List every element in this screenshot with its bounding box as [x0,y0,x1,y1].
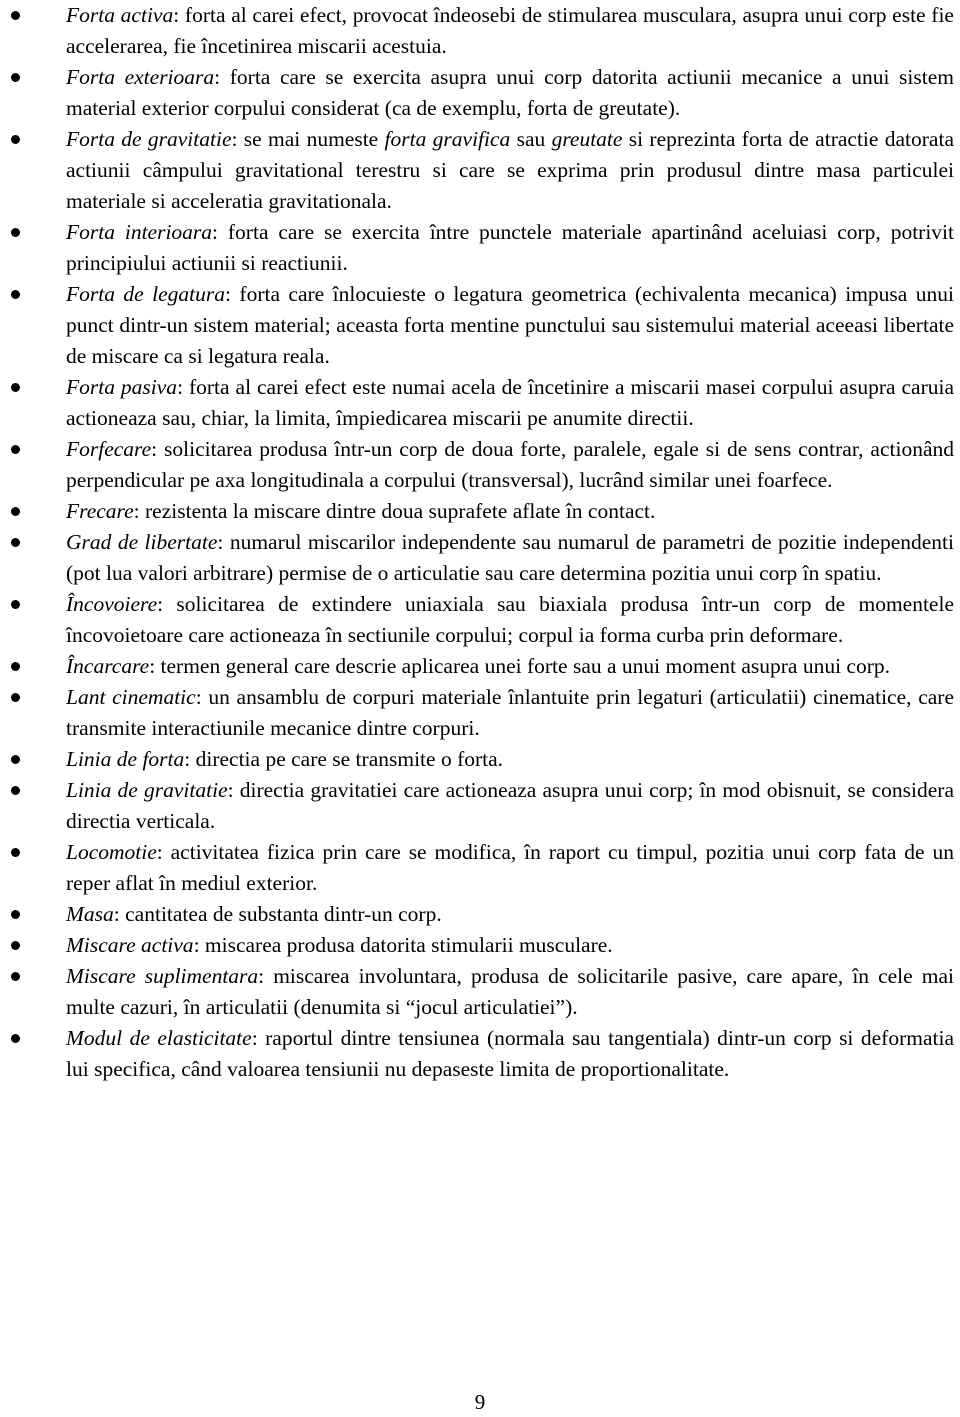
bullet-icon [8,62,22,93]
bullet-icon [8,651,22,682]
list-item [0,930,960,961]
list-item [0,744,960,775]
bullet-icon [8,496,22,527]
bullet-icon [8,899,22,930]
glossary-definition: si reprezinta forta de atractie datorata actiunii câmpului gravitational terestru si care se exprima prin produsul dintre masa particulei materiale si acceleratia gravitationala. [66,127,954,213]
glossary-definition: : termen general care descrie aplicarea unei forte sau a unui moment asupra unui corp. [149,654,891,678]
bullet-icon [8,775,22,806]
glossary-term: Forfecare [66,437,152,461]
glossary-term: Linia de gravitatie [66,778,228,802]
bullet-icon [8,589,22,620]
glossary-definition: : directia gravitatiei care actioneaza asupra unui corp; în mod obisnuit, se considera directia verticala. [66,778,954,833]
glossary-term: Încarcare [66,654,150,678]
bullet-icon [8,124,22,155]
list-item [0,651,960,682]
glossary-definition: : miscarea involuntara, produsa de solicitarile pasive, care apare, în cele mai multe cazuri, în articulatii (denumita si “jocul articulatiei”). [66,964,954,1019]
glossary-definition: : cantitatea de substanta dintr-un corp. [113,902,442,926]
glossary-definition: : solicitarea de extindere uniaxiala sau biaxiala produsa într-un corp de momentele încovoietoare care actioneaza în sectiunile corpului; corpul ia forma curba prin deformare. [66,592,954,647]
glossary-definition: : forta al carei efect, provocat îndeosebi de stimularea musculara, asupra unui corp este fie accelerarea, fie încetinirea miscarii acestuia. [66,3,954,58]
glossary-definition: : forta care se exercita între punctele materiale apartinând aceluiasi corp, potrivit principiului actiunii si reactiunii. [66,220,954,275]
list-item [0,62,960,124]
bullet-icon [8,744,22,775]
glossary-term: Miscare suplimentara [66,964,259,988]
bullet-icon [8,682,22,713]
glossary-definition: : raportul dintre tensiunea (normala sau tangentiala) dintr-un corp si deformatia lui specifica, când valoarea tensiunii nu depaseste limita de proportionalitate. [66,1026,954,1081]
list-item [0,527,960,589]
glossary-term: Grad de libertate [66,530,218,554]
list-item [0,837,960,899]
inline-term: greutate [551,127,623,151]
glossary-term: Masa [66,902,114,926]
glossary-definition: : numarul miscarilor independente sau numarul de parametri de pozitie independenti (pot lua valori arbitrare) permise de o articulatie sau care determina pozitia unui corp în spatiu. [66,530,954,585]
bullet-icon [8,930,22,961]
bullet-icon [8,372,22,403]
list-item [0,1023,960,1085]
glossary-term: Frecare [66,499,134,523]
glossary-term: Forta de legatura [66,282,225,306]
glossary-definition: : un ansamblu de corpuri materiale înlantuite prin legaturi (articulatii) cinematice, care transmite interactiunile mecanice dintre corpuri. [66,685,954,740]
list-item [0,775,960,837]
glossary-definition: : forta al carei efect este numai acela de încetinire a miscarii masei corpului asupra caruia actioneaza sau, chiar, la limita, împiedicarea miscarii pe anumite directii. [66,375,954,430]
list-item [0,682,960,744]
glossary-term: Miscare activa [66,933,194,957]
list-item [0,0,960,62]
list-item [0,217,960,279]
glossary-term: Lant cinematic [66,685,196,709]
page-number: 9 [474,1390,486,1414]
glossary-term: Linia de forta [66,747,185,771]
bullet-icon [8,1023,22,1054]
bullet-icon [8,279,22,310]
glossary-definition: : rezistenta la miscare dintre doua suprafete aflate în contact. [133,499,656,523]
glossary-definition: : solicitarea produsa într-un corp de doua forte, paralele, egale si de sens contrar, actionând perpendicular pe axa longitudinala a corpului (transversal), lucrând similar unei foarfece. [66,437,954,492]
glossary-term: Forta pasiva [66,375,178,399]
glossary-term: Forta activa [66,3,174,27]
glossary-definition: sau [510,127,552,151]
list-item [0,961,960,1023]
list-item [0,434,960,496]
bullet-icon [8,961,22,992]
bullet-icon [8,434,22,465]
glossary-term: Forta exterioara [66,65,215,89]
glossary-definition: : activitatea fizica prin care se modifica, în raport cu timpul, pozitia unui corp fata de un reper aflat în mediul exterior. [66,840,954,895]
list-item [0,372,960,434]
glossary-term: Modul de elasticitate [66,1026,252,1050]
glossary-term: Forta interioara [66,220,213,244]
list-item [0,899,960,930]
list-item [0,124,960,217]
glossary-definition: : forta care se exercita asupra unui corp datorita actiunii mecanice a unui sistem material exterior corpului considerat (ca de exemplu, forta de greutate). [66,65,954,120]
glossary-term: Încovoiere [66,592,158,616]
list-item [0,496,960,527]
bullet-icon [8,0,22,31]
glossary-term: Forta de gravitatie [66,127,232,151]
bullet-icon [8,217,22,248]
glossary-definition: : directia pe care se transmite o forta. [184,747,504,771]
glossary-term: Locomotie [66,840,157,864]
glossary-definition: : miscarea produsa datorita stimularii musculare. [193,933,613,957]
glossary-definition: : forta care înlocuieste o legatura geometrica (echivalenta mecanica) impusa unui punct dintr-un sistem material; aceasta forta mentine punctului sau sistemului material aceeasi libertate de miscare ca si legatura reala. [66,282,954,368]
bullet-icon [8,527,22,558]
list-item [0,279,960,372]
glossary-definition: : se mai numeste [231,127,385,151]
list-item [0,589,960,651]
bullet-icon [8,837,22,868]
inline-term: forta gravifica [384,127,511,151]
